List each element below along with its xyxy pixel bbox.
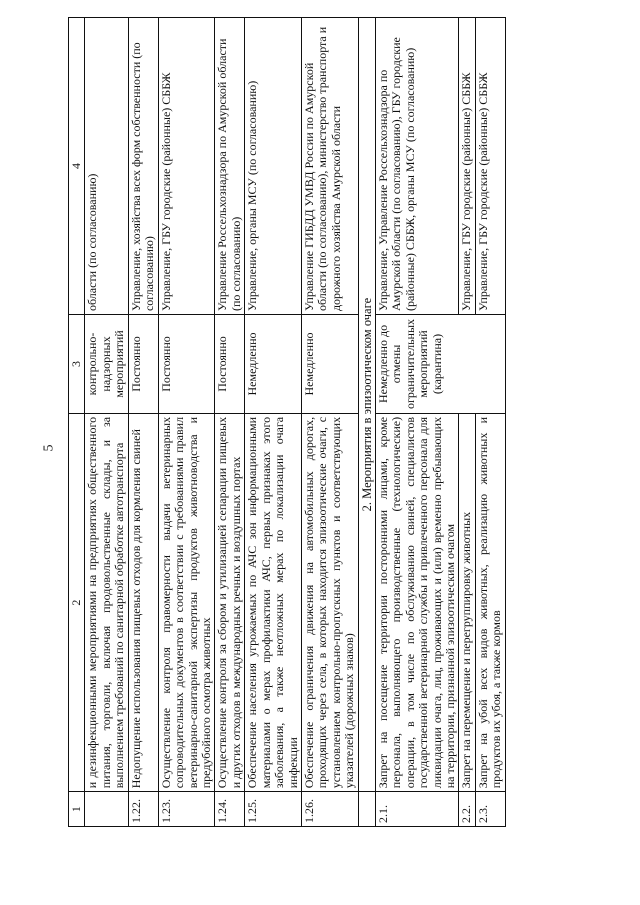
table-row xyxy=(459,18,475,827)
executor-cell: Управление, Управление Россельхознадзора по Амурской области (по согласованию), ГБУ городские (районные) СББЖ, органы МСУ (по согласованию) xyxy=(375,18,459,315)
measure-cell: Осуществление контроля правомерности выдачи ветеринарных сопроводительных документов в соответствии с требованиями правил ветеринарно-санитарной экспертизы продуктов животноводства и предубойного осмотра животных xyxy=(158,413,215,791)
term-cell: Немедленно xyxy=(302,315,359,414)
executor-cell: Управление Россельхознадзора по Амурской области (по согласованию) xyxy=(215,18,245,315)
section-spacer xyxy=(358,792,375,827)
header-col-2: 2 xyxy=(69,413,85,791)
table-row xyxy=(475,18,505,827)
measure-cell: Запрет на перемещение и перегруппировку животных xyxy=(459,413,475,791)
measure-cell: Запрет на посещение территории посторонними лицами, кроме персонала, выполняющего производственные (технологические) операции, в том числе по обслуживанию свиней, специалистов государственной ветеринарной службы и привлеченного персонала для ликвидации очага, лиц, проживающих и (или) временно пребывающих на территории, признанной эпизоотическим очагом xyxy=(375,413,459,791)
executor-cell: Управление, хозяйства всех форм собственности (по согласованию) xyxy=(128,18,158,315)
header-col-1: 1 xyxy=(69,792,85,827)
row-number: 2.2. xyxy=(459,792,475,827)
row-number: 1.24. xyxy=(215,792,245,827)
term-cell: контрольно-надзорных мероприятий xyxy=(85,315,128,414)
row-number: 1.23. xyxy=(158,792,215,827)
term-cell: Немедленно xyxy=(245,315,302,414)
measure-cell: Запрет на убой всех видов животных, реализацию животных и продуктов их убоя, а также кормов xyxy=(475,413,505,791)
table-row xyxy=(158,18,215,827)
header-col-4: 4 xyxy=(69,18,85,315)
measure-cell: Обеспечение населения угрожаемых по АЧС зон информационными материалами о мерах профилактики АЧС, первых признаках этого заболевания, а также неотложных мерах по локализации очага инфекции xyxy=(245,413,302,791)
page-number: 5 xyxy=(41,444,57,452)
term-cell: Постоянно xyxy=(215,315,245,414)
measure-cell: и дезинфекционными мероприятиями на предприятиях общественного питания, торговли, включая продовольственные склады, и за выполнением требований по санитарной обработке автотранспорта xyxy=(85,413,128,791)
measures-table xyxy=(68,17,506,827)
term-cell: Постоянно xyxy=(158,315,215,414)
executor-cell: области (по согласованию) xyxy=(85,18,128,315)
table-row xyxy=(85,18,128,827)
section-title: 2. Мероприятия в эпизоотическом очаге xyxy=(358,18,375,792)
term-cell: Немедленно до отмены ограничительных мероприятий (карантина) xyxy=(375,315,505,414)
row-number xyxy=(85,792,128,827)
measure-cell: Обеспечение ограничения движения на автомобильных дорогах, проходящих через села, в которых находится эпизоотические очаги, с установлением контрольно-пропускных пунктов и соответствующих указателей (дорожных знаков) xyxy=(302,413,359,791)
measure-cell: Недопущение использования пищевых отходов для кормления свиней xyxy=(128,413,158,791)
executor-cell: Управление, органы МСУ (по согласованию) xyxy=(245,18,302,315)
table-row xyxy=(128,18,158,827)
executor-cell: Управление, ГБУ городские (районные) СББЖ xyxy=(158,18,215,315)
executor-cell: Управление, ГБУ городские (районные) СББЖ xyxy=(475,18,505,315)
row-number: 1.22. xyxy=(128,792,158,827)
term-cell: Постоянно xyxy=(128,315,158,414)
row-number: 2.1. xyxy=(375,792,459,827)
table-row xyxy=(375,18,459,827)
measure-cell: Осуществление контроля за сбором и утилизацией сепарации пищевых и других отходов в международных речных и воздушных портах xyxy=(215,413,245,791)
row-number: 1.26. xyxy=(302,792,359,827)
header-col-3: 3 xyxy=(69,315,85,414)
row-number: 2.3. xyxy=(475,792,505,827)
row-number: 1.25. xyxy=(245,792,302,827)
table-row xyxy=(245,18,302,827)
executor-cell: Управление, ГБУ городские (районные) СББЖ xyxy=(459,18,475,315)
table-row xyxy=(302,18,359,827)
section-row xyxy=(358,18,375,827)
table-row xyxy=(215,18,245,827)
rotated-document-table xyxy=(68,17,576,827)
table-header-row xyxy=(69,18,85,827)
executor-cell: Управление ГИБДД УМВД России по Амурской области (по согласованию), министерство транспорта и дорожного хозяйства Амурской области xyxy=(302,18,359,315)
